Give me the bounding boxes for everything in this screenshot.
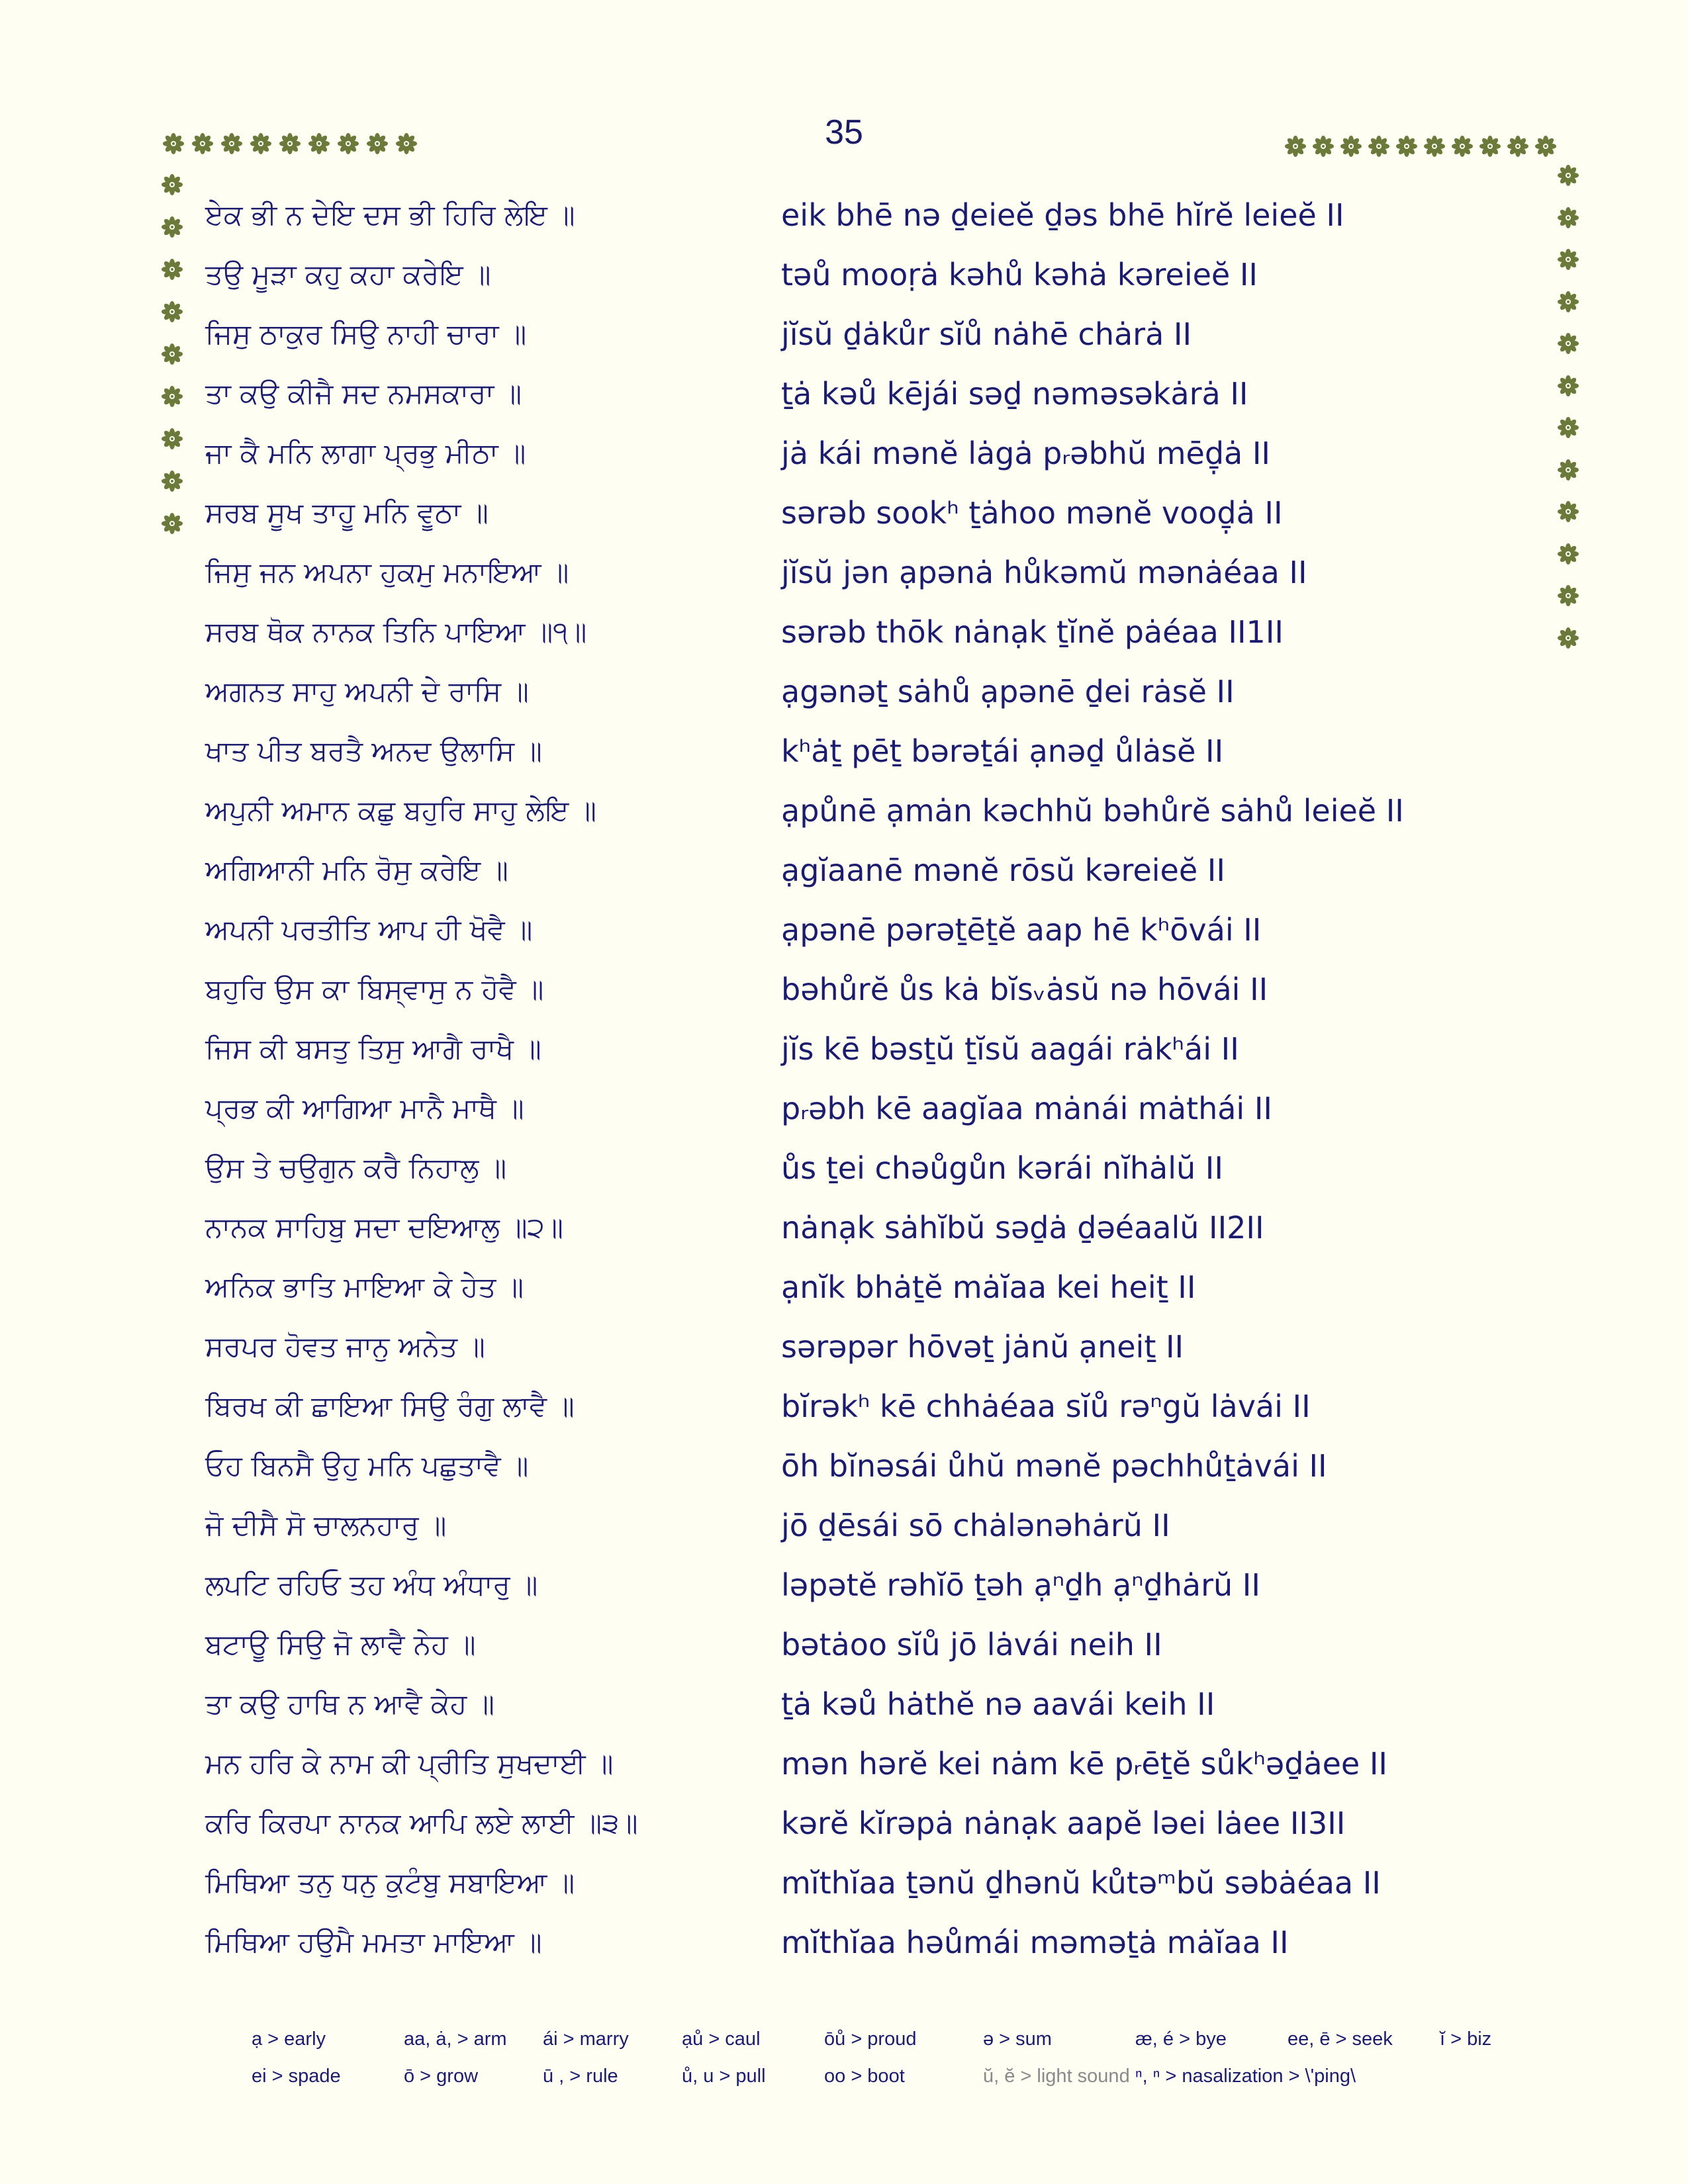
flower-ornament-icon: [161, 512, 183, 535]
flower-ornament-icon: [161, 428, 183, 450]
transliteration-text: bətȧoo sĭů jō lȧvái neih II: [781, 1627, 1162, 1662]
flower-ornament-icon: [279, 132, 301, 155]
transliteration-text: ạgĭaanē mənĕ rōsŭ kəreieĕ II: [781, 852, 1225, 888]
verse-line: [199, 1741, 1523, 1800]
flower-ornament-icon: [337, 132, 359, 155]
flower-ornament-icon: [1534, 135, 1557, 158]
transliteration-text: mĭthĭaa həůmái məməṯȧ mȧĭaa II: [781, 1925, 1289, 1960]
verse-line: [199, 549, 1523, 609]
transliteration-text: bĭrəkʰ kē chhȧéaa sĭů rəⁿgŭ lȧvái II: [781, 1388, 1311, 1424]
flower-ornament-icon: [161, 173, 183, 196]
flower-ornament-icon: [1479, 135, 1501, 158]
verse-line: [199, 728, 1523, 788]
flower-ornament-icon: [161, 343, 183, 365]
verse-line: [199, 1919, 1523, 1979]
flower-ornament-icon: [1423, 135, 1446, 158]
gurmukhi-text: ਅਪਨੀ ਪਰਤੀਤਿ ਆਪ ਹੀ ਖੋਵੈ ॥: [205, 913, 533, 946]
verse-line: [199, 371, 1523, 430]
flower-ornament-icon: [161, 385, 183, 408]
legend-item: ů, u > pull: [682, 2066, 766, 2087]
flower-ornament-icon: [1557, 248, 1579, 271]
flower-ornament-icon: [1557, 332, 1579, 355]
pronunciation-legend: [252, 2028, 1509, 2103]
gurmukhi-text: ਜਿਸੁ ਜਨ ਅਪਨਾ ਹੁਕਮੁ ਮਨਾਇਆ ॥: [205, 556, 569, 588]
legend-item: ei > spade: [252, 2066, 341, 2087]
transliteration-text: kʰȧṯ pēṯ bərəṯái ạnəḏ ůlȧsĕ II: [781, 733, 1224, 769]
gurmukhi-text: ਤਉ ਮੂੜਾ ਕਹੁ ਕਹਾ ਕਰੇਇ ॥: [205, 258, 491, 291]
transliteration-text: sərəpər hōvəṯ jȧnŭ ạneiṯ II: [781, 1329, 1184, 1365]
transliteration-text: nȧnạk sȧhĭbŭ səḏȧ ḏəéaalŭ II2II: [781, 1210, 1264, 1246]
transliteration-text: təů mooṛȧ kəhů kəhȧ kəreieĕ II: [781, 257, 1258, 293]
flower-ornament-icon: [161, 216, 183, 238]
legend-item: ạů > caul: [682, 2028, 761, 2050]
verse-line: [199, 609, 1523, 668]
transliteration-text: ṯȧ kəů kējái səḏ nəməsəkȧrȧ II: [781, 376, 1248, 412]
legend-item: ōů > proud: [824, 2028, 917, 2050]
legend-row: [252, 2066, 1509, 2103]
legend-item: oo > boot: [824, 2066, 905, 2087]
verse-line: [199, 1383, 1523, 1443]
flower-ornament-icon: [1557, 164, 1579, 187]
legend-item: ĭ > biz: [1440, 2028, 1492, 2050]
transliteration-text: ạnĭk bhȧṯĕ mȧĭaa kei heiṯ II: [781, 1269, 1196, 1305]
gurmukhi-text: ਅਨਿਕ ਭਾਤਿ ਮਾਇਆ ਕੇ ਹੇਤ ॥: [205, 1271, 524, 1303]
flower-ornament-icon: [395, 132, 418, 155]
flower-ornament-icon: [1557, 416, 1579, 439]
transliteration-text: pᵣəbh kē aagĭaa mȧnái mȧthái II: [781, 1091, 1272, 1126]
flower-ornament-icon: [1557, 627, 1579, 649]
flower-ornament-icon: [161, 300, 183, 323]
transliteration-text: ạpənē pərəṯēṯĕ aap hē kʰōvái II: [781, 912, 1262, 948]
verse-line: [199, 1562, 1523, 1621]
verse-line: [199, 668, 1523, 728]
gurmukhi-text: ਬਹੁਰਿ ਉਸ ਕਾ ਬਿਸ੍ਵਾਸੁ ਨ ਹੋਵੈ ॥: [205, 973, 544, 1005]
legend-item: aa, ȧ, > arm: [404, 2028, 507, 2050]
gurmukhi-text: ਏਕ ਭੀ ਨ ਦੇਇ ਦਸ ਭੀ ਹਿਰਿ ਲੇਇ ॥: [205, 199, 575, 231]
flower-ornament-icon: [1557, 543, 1579, 565]
flower-ornament-icon: [366, 132, 389, 155]
verse-line: [199, 251, 1523, 311]
gurmukhi-text: ਸਰਬ ਸੂਖ ਤਾਹੂ ਮਨਿ ਵੂਠਾ ॥: [205, 496, 489, 529]
transliteration-text: jĭsŭ jən ạpənȧ hůkəmŭ mənȧéaa II: [781, 555, 1307, 590]
flower-ornament-icon: [161, 470, 183, 492]
flower-ornament-icon: [1557, 375, 1579, 397]
gurmukhi-text: ਪ੍ਰਭ ਕੀ ਆਗਿਆ ਮਾਨੈ ਮਾਥੈ ॥: [205, 1092, 524, 1124]
gurmukhi-text: ਤਾ ਕਉ ਹਾਥਿ ਨ ਆਵੈ ਕੇਹ ॥: [205, 1688, 494, 1720]
gurmukhi-text: ਜਾ ਕੈ ਮਨਿ ਲਾਗਾ ਪ੍ਰਭੁ ਮੀਠਾ ॥: [205, 437, 526, 469]
flower-ornament-icon: [1507, 135, 1529, 158]
verse-line: [199, 1800, 1523, 1860]
flower-ornament-icon: [1557, 500, 1579, 523]
flower-ornament-icon: [1451, 135, 1474, 158]
gurmukhi-text: ਬਟਾਊ ਸਿਉ ਜੋ ਲਾਵੈ ਨੇਹ ॥: [205, 1628, 476, 1661]
legend-item: ạ > early: [252, 2028, 326, 2050]
flower-ornament-icon: [250, 132, 272, 155]
verse-line: [199, 490, 1523, 549]
flower-ornament-icon: [1557, 206, 1579, 229]
flower-ornament-icon: [220, 132, 243, 155]
gurmukhi-text: ਲਪਟਿ ਰਹਿਓ ਤਹ ਅੰਧ ਅੰਧਾਰੁ ॥: [205, 1569, 538, 1601]
flower-ornament-icon: [1368, 135, 1390, 158]
verse-line: [199, 192, 1523, 251]
verse-line: [199, 1324, 1523, 1383]
transliteration-text: ləpətĕ rəhĭō ṯəh ạⁿḏh ạⁿḏhȧrŭ II: [781, 1567, 1260, 1603]
verse-line: [199, 907, 1523, 966]
flower-ornament-icon: [162, 132, 185, 155]
verse-line: [199, 1026, 1523, 1085]
legend-item: ū , > rule: [543, 2066, 618, 2087]
verse-line: [199, 311, 1523, 371]
page-number: 35: [825, 113, 863, 152]
verse-line: [199, 966, 1523, 1026]
verse-line: [199, 788, 1523, 847]
flower-ornament-icon: [1395, 135, 1418, 158]
legend-row: [252, 2028, 1509, 2066]
transliteration-text: ạpůnē ạmȧn kəchhŭ bəhůrĕ sȧhů leieĕ II: [781, 793, 1404, 829]
flower-ornament-icon: [1340, 135, 1362, 158]
verse-line: [199, 1085, 1523, 1145]
transliteration-text: sərəb thōk nȧnạk ṯĭnĕ pȧéaa II1II: [781, 614, 1284, 650]
transliteration-text: jō ḏēsái sō chȧlənəhȧrŭ II: [781, 1508, 1170, 1543]
transliteration-text: ōh bĭnəsái ůhŭ mənĕ pəchhůṯȧvái II: [781, 1448, 1327, 1484]
legend-item: ái > marry: [543, 2028, 629, 2050]
gurmukhi-text: ਜਿਸ ਕੀ ਬਸਤੁ ਤਿਸੁ ਆਗੈ ਰਾਖੈ ॥: [205, 1032, 541, 1065]
verse-line: [199, 1621, 1523, 1681]
gurmukhi-text: ਅਪੁਨੀ ਅਮਾਨ ਕਛੁ ਬਹੁਰਿ ਸਾਹੁ ਲੇਇ ॥: [205, 794, 596, 827]
legend-item: ō > grow: [404, 2066, 479, 2087]
transliteration-text: sərəb sookʰ ṯȧhoo mənĕ vooḏ̣ȧ II: [781, 495, 1283, 531]
legend-item: ⁿ, ⁿ > nasalization > \'ping\: [1135, 2066, 1356, 2087]
verse-line: [199, 1502, 1523, 1562]
verse-line: [199, 1681, 1523, 1741]
gurmukhi-text: ਮਨ ਹਰਿ ਕੇ ਨਾਮ ਕੀ ਪ੍ਰੀਤਿ ਸੁਖਦਾਈ ॥: [205, 1747, 614, 1780]
transliteration-text: mən hərĕ kei nȧm kē pᵣēṯĕ sůkʰəḏȧee II: [781, 1746, 1387, 1782]
verse-line: [199, 847, 1523, 907]
gurmukhi-text: ਕਰਿ ਕਿਰਪਾ ਨਾਨਕ ਆਪਿ ਲਏ ਲਾਈ ॥੩॥: [205, 1807, 638, 1839]
flower-ornament-icon: [161, 258, 183, 281]
legend-item: ee, ē > seek: [1288, 2028, 1393, 2050]
flower-ornament-icon: [191, 132, 214, 155]
gurmukhi-text: ਅਗਿਆਨੀ ਮਨਿ ਰੋਸੁ ਕਰੇਇ ॥: [205, 854, 508, 886]
flower-ornament-icon: [1557, 291, 1579, 313]
gurmukhi-text: ਉਸ ਤੇ ਚਉਗੁਨ ਕਰੈ ਨਿਹਾਲੁ ॥: [205, 1152, 507, 1184]
transliteration-text: ůs ṯei chəůgůn kərái nĭhȧlŭ II: [781, 1150, 1223, 1186]
verse-line: [199, 430, 1523, 490]
transliteration-text: ṯȧ kəů hȧthĕ nə aavái keih II: [781, 1686, 1215, 1722]
gurmukhi-text: ਨਾਨਕ ਸਾਹਿਬੁ ਸਦਾ ਦਇਆਲੁ ॥੨॥: [205, 1211, 563, 1244]
transliteration-text: mĭthĭaa ṯənŭ ḏhənŭ kůtəᵐbŭ səbȧéaa II: [781, 1865, 1381, 1901]
gurmukhi-text: ਜੋ ਦੀਸੈ ਸੋ ਚਾਲਨਹਾਰੁ ॥: [205, 1509, 447, 1541]
gurmukhi-text: ਖਾਤ ਪੀਤ ਬਰਤੈ ਅਨਦ ਉਲਾਸਿ ॥: [205, 735, 542, 767]
flower-ornament-icon: [1312, 135, 1335, 158]
transliteration-text: jĭs kē bəsṯŭ ṯĭsŭ aagái rȧkʰái II: [781, 1031, 1239, 1067]
gurmukhi-text: ਜਿਸੁ ਠਾਕੁਰ ਸਿਉ ਨਾਹੀ ਚਾਰਾ ॥: [205, 318, 527, 350]
legend-item: æ, é > bye: [1135, 2028, 1227, 2050]
gurmukhi-text: ਓਹ ਬਿਨਸੈ ਉਹੁ ਮਨਿ ਪਛੁਤਾਵੈ ॥: [205, 1449, 529, 1482]
flower-ornament-icon: [1557, 584, 1579, 607]
transliteration-text: eik bhē nə ḏeieĕ ḏəs bhē hĭrĕ leieĕ II: [781, 197, 1344, 233]
gurmukhi-text: ਸਰਪਰ ਹੋਵਤ ਜਾਨੁ ਅਨੇਤ ॥: [205, 1330, 485, 1363]
verse-line: [199, 1205, 1523, 1264]
gurmukhi-text: ਮਿਥਿਆ ਤਨੁ ਧਨੁ ਕੁਟੰਬੁ ਸਬਾਇਆ ॥: [205, 1866, 575, 1899]
flower-ornament-icon: [308, 132, 330, 155]
gurmukhi-text: ਅਗਨਤ ਸਾਹੁ ਅਪਨੀ ਦੇ ਰਾਸਿ ॥: [205, 675, 529, 707]
transliteration-text: kərĕ kĭrəpȧ nȧnạk aapĕ ləei lȧee II3II: [781, 1805, 1346, 1841]
flower-ornament-icon: [1284, 135, 1307, 158]
gurmukhi-text: ਸਰਬ ਥੋਕ ਨਾਨਕ ਤਿਨਿ ਪਾਇਆ ॥੧॥: [205, 615, 587, 648]
verse-line: [199, 1860, 1523, 1919]
verse-line: [199, 1145, 1523, 1205]
gurmukhi-text: ਬਿਰਖ ਕੀ ਛਾਇਆ ਸਿਉ ਰੰਗੁ ਲਾਵੈ ॥: [205, 1390, 575, 1422]
verse-line: [199, 1443, 1523, 1502]
legend-item: ŭ, ĕ > light sound: [983, 2066, 1130, 2087]
transliteration-text: jȧ kái mənĕ lȧgȧ pᵣəbhŭ mēḏ̣ȧ II: [781, 435, 1270, 471]
transliteration-text: jĭsŭ ḏȧkůr sĭů nȧhē chȧrȧ II: [781, 316, 1192, 352]
legend-item: ə > sum: [983, 2028, 1052, 2050]
flower-ornament-icon: [1557, 459, 1579, 481]
gurmukhi-text: ਤਾ ਕਉ ਕੀਜੈ ਸਦ ਨਮਸਕਾਰਾ ॥: [205, 377, 522, 410]
transliteration-text: ạgənəṯ sȧhů ạpənē ḏei rȧsĕ II: [781, 674, 1235, 709]
transliteration-text: bəhůrĕ ůs kȧ bĭsᵥȧsŭ nə hōvái II: [781, 972, 1268, 1007]
gurmukhi-text: ਮਿਥਿਆ ਹਉਮੈ ਮਮਤਾ ਮਾਇਆ ॥: [205, 1926, 542, 1958]
verse-line: [199, 1264, 1523, 1324]
